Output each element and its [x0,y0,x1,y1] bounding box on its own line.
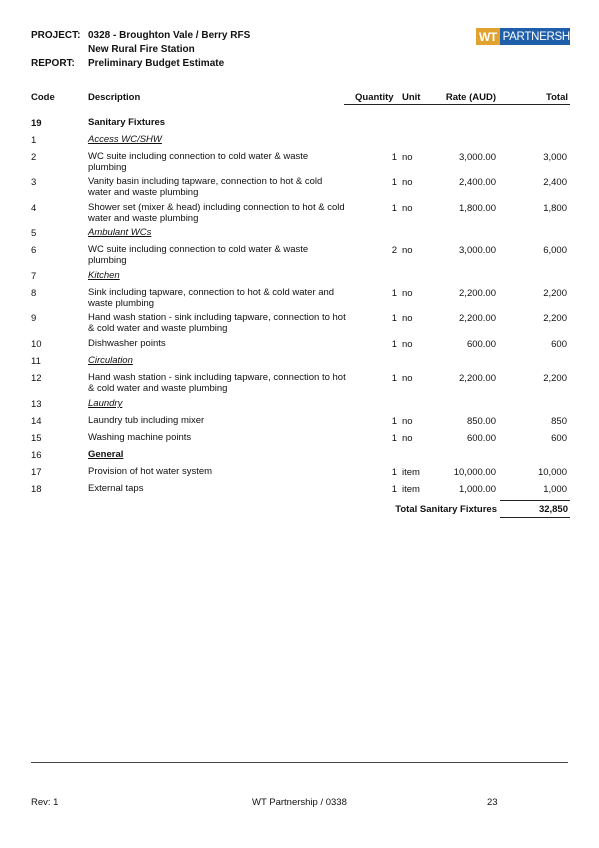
row-rate: 2,200.00 [459,313,496,324]
row-description: Hand wash station - sink including tapware, connection to hot & cold water and waste plumbing [88,372,346,394]
subtotal-rule-bottom [500,517,570,518]
row-code: 4 [31,203,37,214]
row-unit: no [402,245,413,256]
row-code: 7 [31,271,37,282]
subtotal-label: Total Sanitary Fixtures [395,504,497,515]
row-description: Sink including tapware, connection to hot & cold water and waste plumbing [88,287,335,309]
row-unit: no [402,373,413,384]
project-subtitle: New Rural Fire Station [88,44,195,55]
row-code: 11 [31,356,41,367]
row-rate: 1,800.00 [459,203,496,214]
row-rate: 3,000.00 [459,152,496,163]
row-code: 13 [31,399,42,410]
row-quantity: 1 [391,177,397,188]
row-rate: 3,000.00 [459,245,496,256]
row-rate: 850.00 [466,416,496,427]
row-rate: 600.00 [466,339,496,350]
row-quantity: 1 [391,203,397,214]
footer-rule [31,762,568,763]
row-rate: 10,000.00 [453,467,496,478]
row-total: 600 [551,433,567,444]
row-total: 3,000 [543,152,567,163]
row-quantity: 1 [391,152,397,163]
row-total: 2,200 [543,313,567,324]
row-rate: 2,200.00 [459,288,496,299]
row-code: 14 [31,416,42,427]
row-total: 2,200 [543,288,567,299]
row-unit: no [402,416,413,427]
row-description: Hand wash station - sink including tapware, connection to hot & cold water and waste plumbing [88,312,346,334]
row-total: 1,000 [543,484,567,495]
row-description: General [88,449,124,460]
row-unit: no [402,288,413,299]
row-quantity: 1 [391,416,397,427]
row-rate: 1,000.00 [459,484,496,495]
col-header-quantity: Quantity [355,92,394,103]
row-code: 8 [31,288,37,299]
row-code: 5 [31,228,37,239]
row-description: Washing machine points [88,432,192,443]
row-description: Shower set (mixer & head) including connection to hot & cold water and waste plumbing [88,202,345,224]
row-code: 1 [31,135,37,146]
row-description: Vanity basin including tapware, connection to hot & cold water and waste plumbing [88,176,323,198]
row-unit: item [402,484,420,495]
row-quantity: 1 [391,288,397,299]
row-description: Provision of hot water system [88,466,213,477]
footer-revision: Rev: 1 [31,797,59,808]
row-description: Kitchen [88,270,120,281]
row-total: 6,000 [543,245,567,256]
row-unit: no [402,433,413,444]
row-total: 600 [551,339,567,350]
row-code: 9 [31,313,37,324]
row-unit: no [402,152,413,163]
row-unit: no [402,177,413,188]
row-description: Laundry tub including mixer [88,415,205,426]
footer-page-number: 23 [487,797,498,808]
row-description: WC suite including connection to cold water & waste plumbing [88,244,309,266]
row-total: 10,000 [537,467,567,478]
row-code: 18 [31,484,42,495]
row-unit: no [402,339,413,350]
row-quantity: 1 [391,373,397,384]
row-quantity: 2 [391,245,397,256]
row-total: 2,400 [543,177,567,188]
col-header-code: Code [31,92,55,103]
col-header-unit: Unit [402,92,421,103]
subtotal-rule-top [500,500,570,501]
row-code: 17 [31,467,42,478]
row-code: 15 [31,433,42,444]
logo-partnership: PARTNERSHIP [502,30,581,43]
row-rate: 600.00 [466,433,496,444]
row-description: Access WC/SHW [88,134,162,145]
row-rate: 2,200.00 [459,373,496,384]
footer-company: WT Partnership / 0338 [252,797,347,808]
report-name: Preliminary Budget Estimate [88,58,225,69]
row-code: 2 [31,152,37,163]
row-quantity: 1 [391,484,397,495]
row-unit: no [402,313,413,324]
row-code: 19 [31,118,42,129]
row-code: 10 [31,339,42,350]
row-description: WC suite including connection to cold water & waste plumbing [88,151,309,173]
row-total: 1,800 [543,203,567,214]
col-header-description: Description [88,92,141,103]
row-code: 3 [31,177,37,188]
row-unit: no [402,203,413,214]
row-total: 850 [551,416,567,427]
row-description: Ambulant WCs [88,227,152,238]
col-header-total: Total [546,92,568,103]
row-quantity: 1 [391,467,397,478]
subtotal-value: 32,850 [538,504,568,515]
project-name: 0328 - Broughton Vale / Berry RFS [88,30,251,41]
row-quantity: 1 [391,433,397,444]
company-logo [476,28,581,45]
col-header-rate: Rate (AUD) [445,92,496,103]
row-code: 12 [31,373,42,384]
project-label: PROJECT: [31,30,81,41]
row-description: Laundry [88,398,123,409]
row-unit: item [402,467,420,478]
row-description: Dishwasher points [88,338,166,349]
report-label: REPORT: [31,58,75,69]
row-rate: 2,400.00 [459,177,496,188]
row-description: Circulation [88,355,133,366]
row-quantity: 1 [391,313,397,324]
row-code: 16 [31,450,42,461]
row-total: 2,200 [543,373,567,384]
row-quantity: 1 [391,339,397,350]
row-description: External taps [88,483,144,494]
header-rule [344,104,570,105]
row-code: 6 [31,245,37,256]
logo-wt: WT [476,28,500,45]
row-description: Sanitary Fixtures [88,117,166,128]
